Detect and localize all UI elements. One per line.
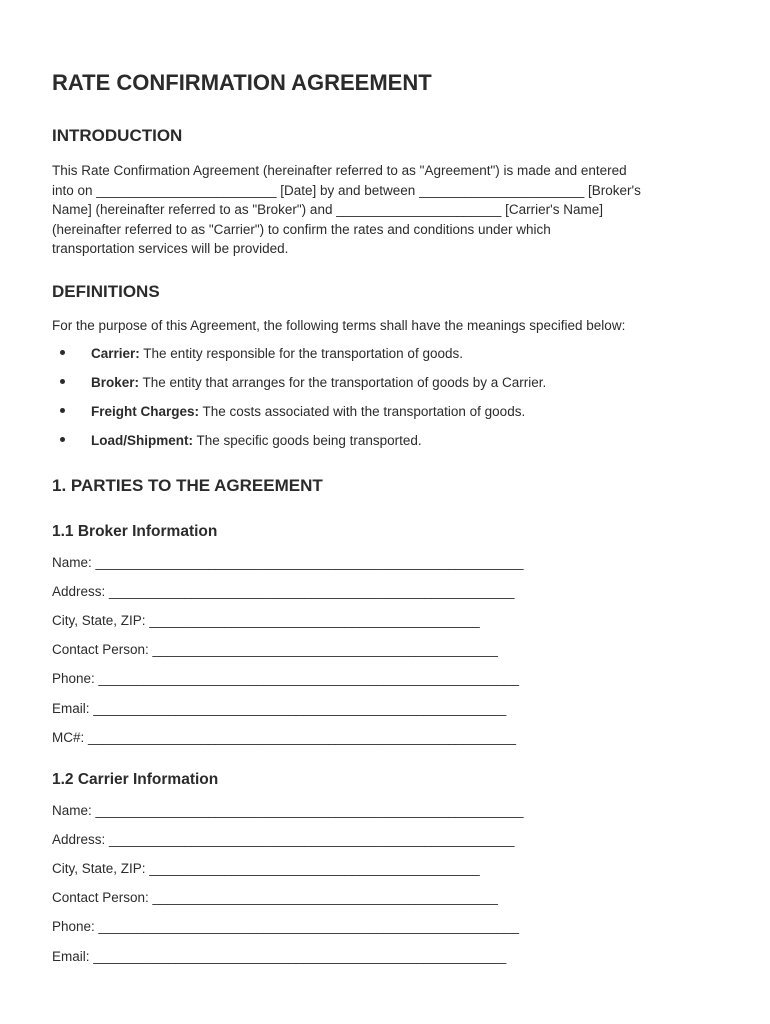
parties-heading: 1. PARTIES TO THE AGREEMENT (52, 476, 323, 495)
broker-address-field: Address: ______________________________________________________ (52, 584, 515, 599)
broker-phone-field: Phone: ________________________________________________________ (52, 671, 519, 686)
introduction-line: transportation services will be provided. (52, 241, 289, 256)
broker-info-heading: 1.1 Broker Information (52, 523, 218, 540)
introduction-line: (hereinafter referred to as "Carrier") to confirm the rates and conditions under which (52, 221, 551, 237)
carrier-phone-field: Phone: ________________________________________________________ (52, 919, 519, 934)
bullet-icon (60, 408, 65, 413)
definition-term: Freight Charges: (91, 404, 200, 419)
list-item (52, 373, 546, 402)
definitions-heading: DEFINITIONS (52, 282, 160, 301)
broker-email-field: Email: _______________________________________________________ (52, 701, 507, 716)
bullet-icon (60, 350, 65, 355)
carrier-city-state-zip-field: City, State, ZIP: ____________________________________________ (52, 861, 480, 876)
introduction-line: This Rate Confirmation Agreement (hereinafter referred to as "Agreement") is made and entered (52, 163, 627, 178)
carrier-info-heading: 1.2 Carrier Information (52, 771, 219, 788)
introduction-line: Name] (hereinafter referred to as "Broker") and ______________________ [Carrier's Name] (52, 202, 603, 217)
definition-text: The specific goods being transported. (193, 433, 422, 448)
broker-name-field: Name: _________________________________________________________ (52, 555, 524, 570)
introduction-heading: INTRODUCTION (52, 126, 183, 145)
definition-term: Carrier: (91, 346, 140, 361)
definition-term: Broker: (91, 375, 140, 390)
list-item (52, 402, 546, 431)
introduction-line: into on ________________________ [Date] by and between ______________________ [Broker's (52, 182, 641, 198)
list-item (52, 431, 546, 460)
definition-text: The entity that arranges for the transportation of goods by a Carrier. (139, 375, 547, 390)
carrier-address-field: Address: ______________________________________________________ (52, 832, 515, 847)
broker-mc-field: MC#: _________________________________________________________ (52, 730, 516, 745)
definitions-intro: For the purpose of this Agreement, the following terms shall have the meanings specified below: (52, 318, 626, 333)
broker-city-state-zip-field: City, State, ZIP: ____________________________________________ (52, 613, 480, 628)
list-item (52, 344, 546, 373)
definition-text: The entity responsible for the transportation of goods. (139, 346, 463, 361)
carrier-contact-person-field: Contact Person: ______________________________________________ (52, 890, 498, 905)
definition-term: Load/Shipment: (91, 433, 193, 448)
carrier-email-field: Email: _______________________________________________________ (52, 949, 507, 964)
definition-text: The costs associated with the transportation of goods. (199, 404, 526, 419)
document-title: RATE CONFIRMATION AGREEMENT (52, 70, 432, 95)
carrier-name-field: Name: _________________________________________________________ (52, 803, 524, 818)
broker-contact-person-field: Contact Person: ______________________________________________ (52, 642, 498, 657)
definitions-list (52, 344, 546, 460)
introduction-paragraph (52, 161, 722, 259)
bullet-icon (60, 437, 65, 442)
bullet-icon (60, 379, 65, 384)
